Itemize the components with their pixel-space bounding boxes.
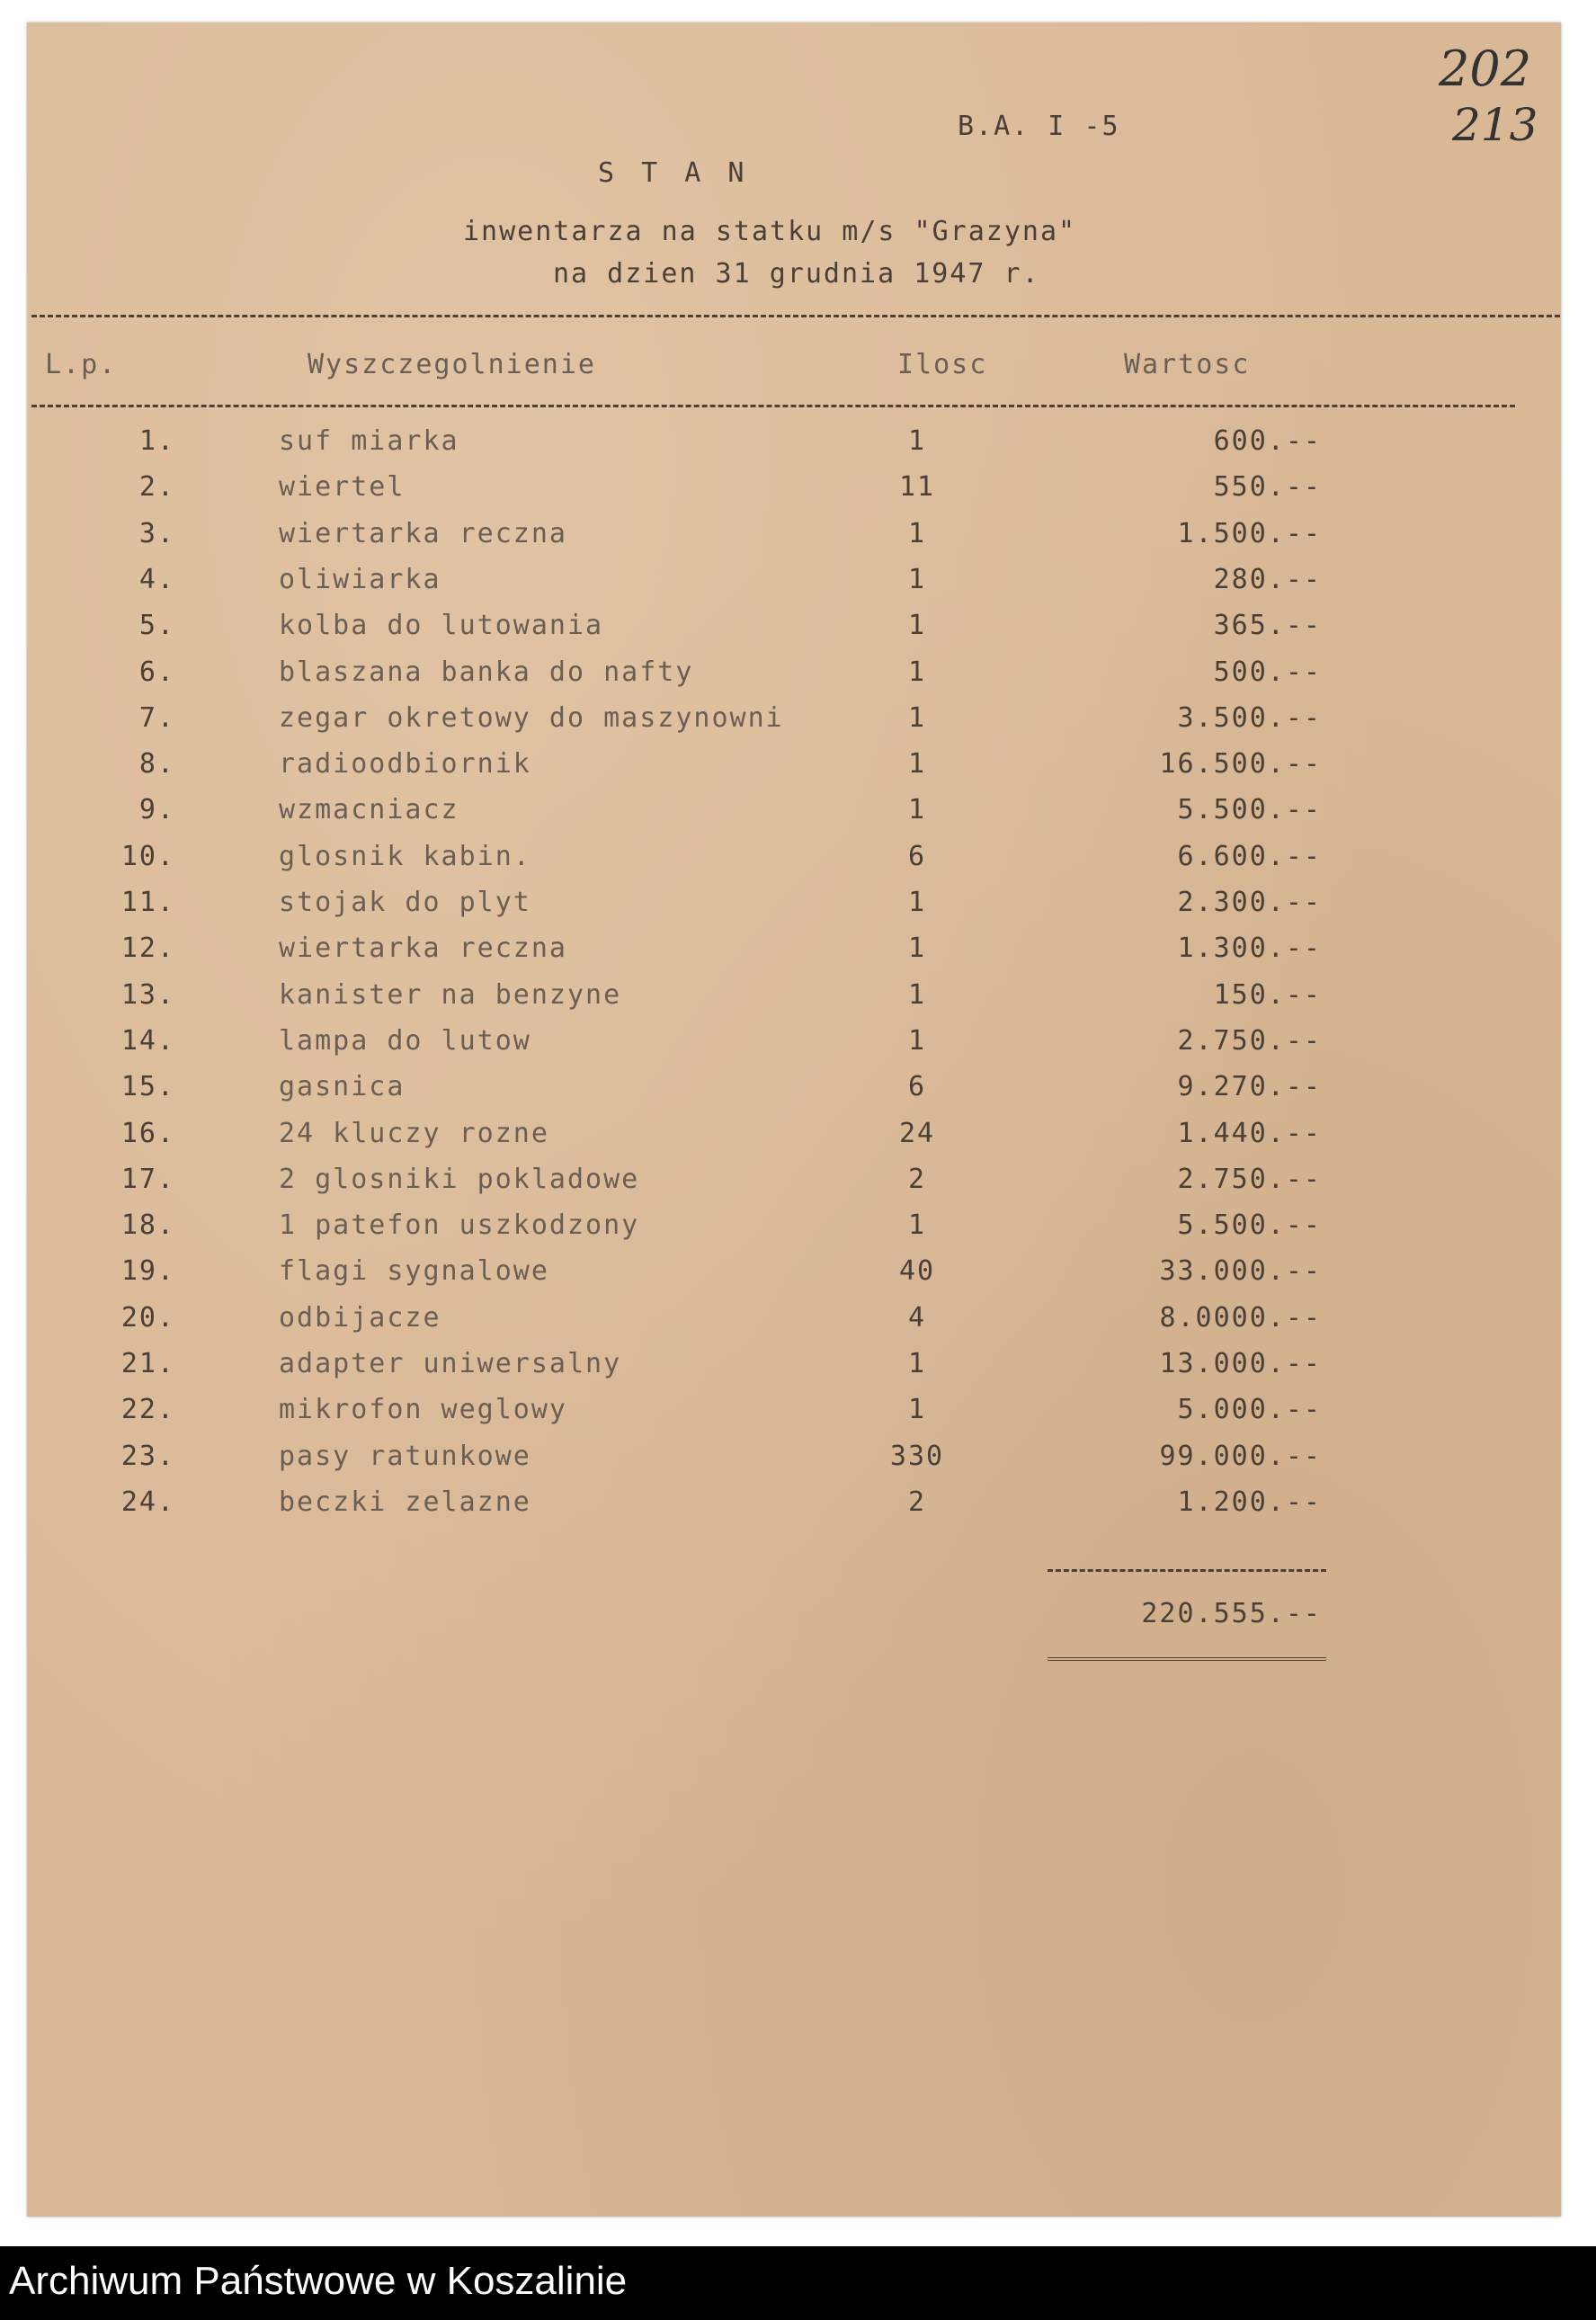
table-row <box>27 518 1561 563</box>
item-description: zegar okretowy do maszynowni <box>279 702 784 734</box>
table-row <box>27 1302 1561 1347</box>
row-number: 6. <box>138 656 175 688</box>
row-number: 9. <box>138 794 175 825</box>
item-description: kolba do lutowania <box>279 610 604 641</box>
table-row <box>27 702 1561 747</box>
column-header-description: Wyszczegolnienie <box>308 349 596 380</box>
item-quantity: 1 <box>907 564 927 595</box>
item-value: 8.0000.-- <box>1159 1302 1322 1334</box>
table-row <box>27 1164 1561 1209</box>
row-number: 2. <box>138 471 175 503</box>
item-quantity: 4 <box>907 1302 927 1334</box>
item-value: 33.000.-- <box>1159 1255 1322 1287</box>
row-number: 10. <box>120 841 175 872</box>
item-description: kanister na benzyne <box>279 979 622 1011</box>
row-number: 23. <box>120 1441 175 1472</box>
item-description: beczki zelazne <box>279 1486 531 1518</box>
item-quantity: 1 <box>907 794 927 825</box>
item-quantity: 24 <box>898 1118 936 1149</box>
row-number: 19. <box>120 1255 175 1287</box>
item-quantity: 1 <box>907 887 927 918</box>
item-value: 2.300.-- <box>1177 887 1322 918</box>
item-value: 5.000.-- <box>1177 1394 1322 1425</box>
rule-header <box>31 405 1515 407</box>
item-quantity: 1 <box>907 702 927 734</box>
archive-name: Archiwum Państwowe w Koszalinie <box>9 2259 628 2303</box>
item-value: 550.-- <box>1213 471 1322 503</box>
item-value: 16.500.-- <box>1159 748 1322 780</box>
item-value: 3.500.-- <box>1177 702 1322 734</box>
table-row <box>27 564 1561 609</box>
item-quantity: 1 <box>907 932 927 964</box>
item-quantity: 11 <box>898 471 936 503</box>
table-row <box>27 1441 1561 1486</box>
column-header-lp: L.p. <box>45 349 118 380</box>
item-description: glosnik kabin. <box>279 841 531 872</box>
row-number: 24. <box>120 1486 175 1518</box>
item-quantity: 40 <box>898 1255 936 1287</box>
table-row <box>27 1348 1561 1393</box>
item-quantity: 1 <box>907 1209 927 1241</box>
item-value: 2.750.-- <box>1177 1025 1322 1057</box>
table-row <box>27 1209 1561 1254</box>
item-quantity: 2 <box>907 1486 927 1518</box>
row-number: 7. <box>138 702 175 734</box>
row-number: 14. <box>120 1025 175 1057</box>
item-value: 1.300.-- <box>1177 932 1322 964</box>
item-quantity: 1 <box>907 1394 927 1425</box>
row-number: 3. <box>138 518 175 549</box>
row-number: 20. <box>120 1302 175 1334</box>
item-value: 500.-- <box>1213 656 1322 688</box>
item-description: mikrofon weglowy <box>279 1394 567 1425</box>
rule-top <box>31 315 1560 317</box>
document-title: S T A N <box>598 157 750 189</box>
item-value: 9.270.-- <box>1177 1071 1322 1102</box>
rule-total-top <box>1048 1569 1326 1572</box>
item-description: 1 patefon uszkodzony <box>279 1209 640 1241</box>
table-row <box>27 1118 1561 1163</box>
item-quantity: 1 <box>907 1348 927 1379</box>
item-description: wiertel <box>279 471 406 503</box>
column-header-value: Wartosc <box>1124 349 1251 380</box>
table-row <box>27 1394 1561 1439</box>
table-row <box>27 1071 1561 1116</box>
row-number: 13. <box>120 979 175 1011</box>
item-description: suf miarka <box>279 425 459 457</box>
table-row <box>27 425 1561 470</box>
table-row <box>27 656 1561 701</box>
item-description: oliwiarka <box>279 564 441 595</box>
item-quantity: 1 <box>907 425 927 457</box>
row-number: 8. <box>138 748 175 780</box>
document-subtitle-line2: na dzien 31 grudnia 1947 r. <box>553 258 1040 290</box>
row-number: 5. <box>138 610 175 641</box>
item-description: wiertarka reczna <box>279 932 567 964</box>
row-number: 22. <box>120 1394 175 1425</box>
table-row <box>27 610 1561 655</box>
row-number: 11. <box>120 887 175 918</box>
item-description: 24 kluczy rozne <box>279 1118 549 1149</box>
item-value: 150.-- <box>1213 979 1322 1011</box>
item-description: wiertarka reczna <box>279 518 567 549</box>
item-description: odbijacze <box>279 1302 441 1334</box>
item-quantity: 1 <box>907 979 927 1011</box>
item-description: pasy ratunkowe <box>279 1441 531 1472</box>
item-quantity: 1 <box>907 1025 927 1057</box>
archive-footer <box>0 2246 1596 2320</box>
item-quantity: 330 <box>889 1441 945 1472</box>
handwritten-number-top: 202 <box>1439 40 1532 97</box>
item-description: lampa do lutow <box>279 1025 531 1057</box>
row-number: 4. <box>138 564 175 595</box>
item-quantity: 6 <box>907 1071 927 1102</box>
item-description: gasnica <box>279 1071 406 1102</box>
item-description: radioodbiornik <box>279 748 531 780</box>
table-row <box>27 1025 1561 1070</box>
item-value: 5.500.-- <box>1177 794 1322 825</box>
item-description: wzmacniacz <box>279 794 459 825</box>
item-quantity: 1 <box>907 748 927 780</box>
row-number: 15. <box>120 1071 175 1102</box>
item-quantity: 6 <box>907 841 927 872</box>
document-subtitle-line1: inwentarza na statku m/s "Grazyna" <box>463 216 1077 247</box>
item-description: adapter uniwersalny <box>279 1348 622 1379</box>
table-row <box>27 1255 1561 1300</box>
item-quantity: 1 <box>907 656 927 688</box>
table-row <box>27 794 1561 839</box>
item-quantity: 1 <box>907 610 927 641</box>
table-row <box>27 887 1561 932</box>
row-number: 18. <box>120 1209 175 1241</box>
handwritten-number-bottom: 213 <box>1452 99 1538 151</box>
total-value: 220.555.-- <box>1141 1598 1322 1629</box>
rule-total-bottom <box>1048 1657 1326 1661</box>
document-sheet <box>27 22 1561 2217</box>
table-row <box>27 471 1561 516</box>
item-value: 1.500.-- <box>1177 518 1322 549</box>
item-value: 365.-- <box>1213 610 1322 641</box>
item-value: 280.-- <box>1213 564 1322 595</box>
item-value: 6.600.-- <box>1177 841 1322 872</box>
item-description: 2 glosniki pokladowe <box>279 1164 640 1195</box>
table-row <box>27 841 1561 886</box>
item-value: 99.000.-- <box>1159 1441 1322 1472</box>
table-row <box>27 932 1561 977</box>
table-row <box>27 1486 1561 1531</box>
table-row <box>27 748 1561 793</box>
item-value: 13.000.-- <box>1159 1348 1322 1379</box>
item-description: stojak do plyt <box>279 887 531 918</box>
row-number: 17. <box>120 1164 175 1195</box>
row-number: 1. <box>138 425 175 457</box>
row-number: 21. <box>120 1348 175 1379</box>
item-value: 5.500.-- <box>1177 1209 1322 1241</box>
item-description: flagi sygnalowe <box>279 1255 549 1287</box>
item-quantity: 1 <box>907 518 927 549</box>
table-header <box>27 349 1561 394</box>
reference-code: B.A. I -5 <box>958 111 1120 142</box>
item-quantity: 2 <box>907 1164 927 1195</box>
item-value: 1.440.-- <box>1177 1118 1322 1149</box>
table-row <box>27 979 1561 1024</box>
item-value: 1.200.-- <box>1177 1486 1322 1518</box>
row-number: 12. <box>120 932 175 964</box>
column-header-quantity: Ilosc <box>897 349 988 380</box>
item-value: 2.750.-- <box>1177 1164 1322 1195</box>
item-value: 600.-- <box>1213 425 1322 457</box>
item-description: blaszana banka do nafty <box>279 656 694 688</box>
row-number: 16. <box>120 1118 175 1149</box>
